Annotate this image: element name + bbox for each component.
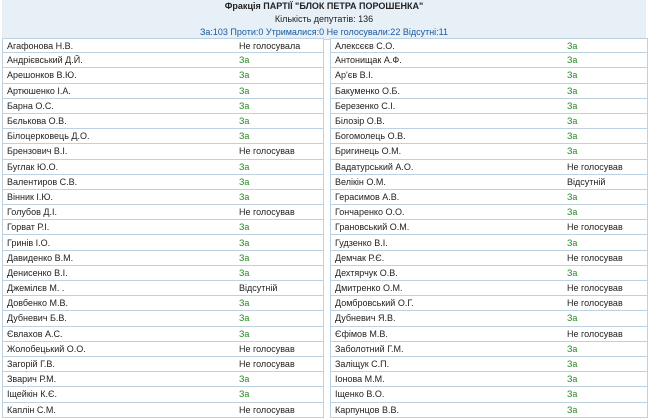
deputy-name: Гудзенко В.І.: [335, 237, 388, 248]
deputy-vote: За: [239, 116, 250, 127]
deputy-name: Барна О.С.: [7, 100, 54, 111]
deputy-name: Білоцерковець Д.О.: [7, 131, 90, 142]
deputy-name: Карпунцов В.В.: [335, 404, 399, 415]
deputy-vote: За: [567, 146, 578, 157]
deputy-vote: За: [239, 328, 250, 339]
deputy-row: [330, 220, 648, 235]
deputy-row: [2, 403, 324, 418]
deputy-vote: За: [239, 191, 250, 202]
faction-title: Фракція ПАРТІЇ "БЛОК ПЕТРА ПОРОШЕНКА": [224, 1, 424, 11]
deputy-vote: За: [239, 131, 250, 142]
deputy-name: Гринів І.О.: [7, 237, 51, 248]
deputy-name: Грановський О.М.: [335, 222, 410, 233]
deputy-name: Андрієвський Д.Й.: [7, 55, 83, 66]
deputy-name: Бригинець О.М.: [335, 146, 402, 157]
deputy-row: [2, 53, 324, 68]
deputy-row: [330, 311, 648, 326]
deputy-row: [330, 99, 648, 114]
deputy-vote: Відсутній: [239, 283, 278, 294]
deputy-vote: За: [239, 374, 250, 385]
deputy-row: [2, 235, 324, 250]
deputy-vote: Не голосував: [567, 252, 623, 263]
deputy-name: Заліщук С.П.: [335, 359, 390, 370]
deputy-name: Герасимов А.В.: [335, 191, 400, 202]
deputy-row: [330, 372, 648, 387]
deputy-row: [2, 357, 324, 372]
deputy-vote: За: [567, 343, 578, 354]
deputy-vote: За: [567, 116, 578, 127]
deputy-name: Іонова М.М.: [335, 374, 385, 385]
deputy-row: [2, 68, 324, 83]
deputy-vote: За: [567, 313, 578, 324]
deputy-name: Іщенко В.О.: [335, 389, 385, 400]
deputy-row: [2, 160, 324, 175]
deputy-name: Дмитренко О.М.: [335, 283, 403, 294]
deputy-vote: За: [239, 176, 250, 187]
deputy-row: [330, 327, 648, 342]
deputy-vote: За: [239, 161, 250, 172]
deputy-row: [330, 403, 648, 418]
deputy-vote: За: [567, 359, 578, 370]
deputy-vote: За: [567, 55, 578, 66]
deputy-vote: За: [239, 55, 250, 66]
deputy-name: Вінник І.Ю.: [7, 191, 54, 202]
deputy-vote: Не голосував: [567, 161, 623, 172]
deputy-vote: За: [239, 222, 250, 233]
deputy-row: [330, 144, 648, 159]
deputy-vote: Не голосував: [239, 343, 295, 354]
deputy-row: [2, 296, 324, 311]
deputy-name: Бєлькова О.В.: [7, 116, 67, 127]
deputy-vote: За: [567, 207, 578, 218]
deputy-row: [2, 38, 324, 53]
deputy-row: [2, 251, 324, 266]
deputy-vote: За: [567, 389, 578, 400]
deputy-row: [2, 129, 324, 144]
deputy-vote: Не голосував: [239, 146, 295, 157]
deputy-name: Євлахов А.С.: [7, 328, 63, 339]
deputy-name: Заболотний Г.М.: [335, 343, 404, 354]
deputy-row: [330, 38, 648, 53]
deputy-vote: За: [239, 389, 250, 400]
deputy-row: [330, 387, 648, 402]
deputy-row: [330, 190, 648, 205]
deputy-name: Джемілєв М. .: [7, 283, 65, 294]
deputy-name: Артюшенко І.А.: [7, 85, 71, 96]
deputy-name: Єфімов М.В.: [335, 328, 388, 339]
deputy-row: [2, 311, 324, 326]
deputy-row: [330, 357, 648, 372]
deputy-name: Брензович В.І.: [7, 146, 68, 157]
deputy-name: Довбенко М.В.: [7, 298, 68, 309]
deputy-name: Загорій Г.В.: [7, 359, 55, 370]
deputy-vote: За: [567, 100, 578, 111]
deputy-row: [2, 175, 324, 190]
deputies-count: Кількість депутатів: 136: [274, 14, 374, 24]
deputy-row: [2, 220, 324, 235]
deputy-vote: Не голосував: [239, 404, 295, 415]
deputy-name: Голубов Д.І.: [7, 207, 57, 218]
deputy-row: [2, 205, 324, 220]
deputy-row: [330, 266, 648, 281]
deputy-vote: Не голосував: [239, 359, 295, 370]
deputy-row: [330, 235, 648, 250]
deputy-row: [2, 281, 324, 296]
deputy-vote: За: [239, 85, 250, 96]
deputy-row: [330, 175, 648, 190]
deputy-name: Демчак Р.Є.: [335, 252, 385, 263]
vote-summary: За:103 Проти:0 Утрималися:0 Не голосували:22 Відсутні:11: [199, 27, 449, 37]
deputy-row: [330, 281, 648, 296]
deputy-row: [330, 296, 648, 311]
deputy-name: Дехтярчук О.В.: [335, 267, 398, 278]
deputy-vote: За: [239, 100, 250, 111]
deputy-vote: За: [239, 298, 250, 309]
deputy-vote: За: [567, 404, 578, 415]
deputy-name: Велікін О.М.: [335, 176, 386, 187]
deputy-row: [330, 205, 648, 220]
deputy-row: [330, 342, 648, 357]
deputy-vote: За: [567, 70, 578, 81]
deputies-column-left: [2, 38, 324, 418]
deputy-vote: Не голосував: [567, 283, 623, 294]
deputy-name: Березенко С.І.: [335, 100, 396, 111]
deputy-vote: За: [239, 313, 250, 324]
deputy-name: Алексєєв С.О.: [335, 40, 395, 51]
deputy-name: Дубневич Б.В.: [7, 313, 67, 324]
deputy-row: [2, 144, 324, 159]
deputy-vote: За: [239, 237, 250, 248]
deputy-name: Домбровський О.Г.: [335, 298, 414, 309]
deputy-name: Зварич Р.М.: [7, 374, 57, 385]
deputy-row: [2, 327, 324, 342]
deputy-row: [330, 68, 648, 83]
deputy-name: Білозір О.В.: [335, 116, 385, 127]
deputy-name: Богомолець О.В.: [335, 131, 406, 142]
deputy-row: [330, 53, 648, 68]
deputy-name: Дубневич Я.В.: [335, 313, 396, 324]
deputy-row: [2, 266, 324, 281]
deputy-vote: За: [567, 374, 578, 385]
deputy-name: Буглак Ю.О.: [7, 161, 59, 172]
deputy-row: [330, 114, 648, 129]
deputy-vote: За: [567, 40, 578, 51]
deputy-name: Горват Р.І.: [7, 222, 50, 233]
deputy-vote: Не голосувала: [239, 40, 301, 51]
deputy-row: [330, 160, 648, 175]
deputy-vote: За: [567, 267, 578, 278]
deputy-name: Бакуменко О.Б.: [335, 85, 400, 96]
deputy-vote: Не голосував: [567, 298, 623, 309]
deputy-vote: Відсутній: [567, 176, 606, 187]
deputy-row: [2, 114, 324, 129]
deputy-vote: За: [239, 267, 250, 278]
deputy-name: Ар'єв В.І.: [335, 70, 374, 81]
deputy-vote: За: [567, 191, 578, 202]
deputy-row: [2, 372, 324, 387]
deputy-row: [2, 99, 324, 114]
deputy-row: [330, 129, 648, 144]
deputy-vote: За: [239, 252, 250, 263]
deputy-row: [2, 190, 324, 205]
deputy-vote: За: [239, 70, 250, 81]
deputy-vote: Не голосував: [567, 328, 623, 339]
deputy-name: Денисенко В.І.: [7, 267, 68, 278]
deputy-name: Вадатурський А.О.: [335, 161, 414, 172]
deputy-vote: За: [567, 237, 578, 248]
deputies-column-right: [330, 38, 648, 418]
deputy-row: [330, 251, 648, 266]
deputy-name: Іщейкін К.Є.: [7, 389, 57, 400]
deputy-vote: Не голосував: [567, 222, 623, 233]
deputy-name: Давиденко В.М.: [7, 252, 74, 263]
deputy-vote: За: [567, 131, 578, 142]
deputy-row: [2, 387, 324, 402]
deputy-vote: За: [567, 85, 578, 96]
deputy-vote: Не голосував: [239, 207, 295, 218]
deputy-name: Гончаренко О.О.: [335, 207, 405, 218]
deputy-name: Каплін С.М.: [7, 404, 56, 415]
deputy-name: Валентиров С.В.: [7, 176, 78, 187]
deputy-row: [2, 342, 324, 357]
faction-header: [2, 0, 646, 40]
deputy-name: Арешонков В.Ю.: [7, 70, 77, 81]
deputy-name: Жолобецький О.О.: [7, 343, 86, 354]
deputy-row: [330, 84, 648, 99]
deputy-row: [2, 84, 324, 99]
deputy-name: Антонищак А.Ф.: [335, 55, 402, 66]
deputy-name: Агафонова Н.В.: [7, 40, 74, 51]
